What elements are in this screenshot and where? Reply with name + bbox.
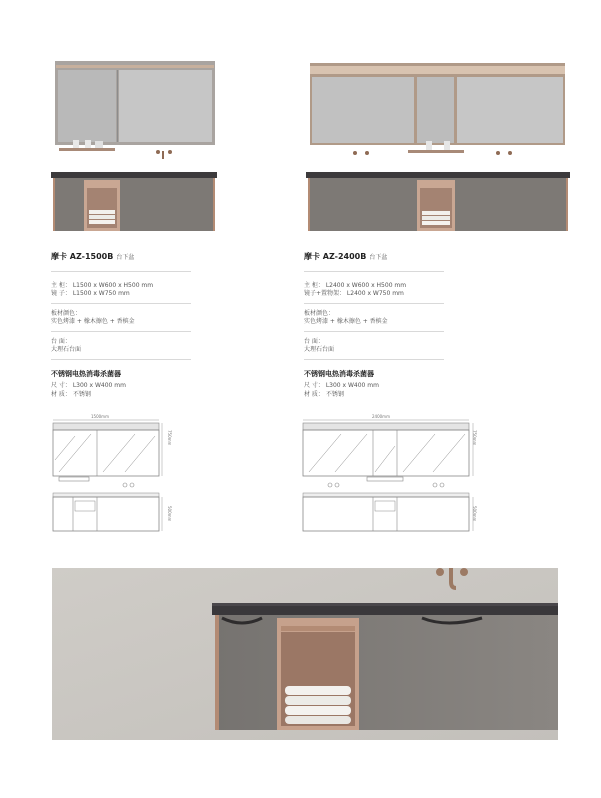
divider xyxy=(51,331,191,332)
dim-width-label: 2400mm xyxy=(372,414,390,419)
dim-height-label: 750mm xyxy=(167,430,172,446)
model-title-left xyxy=(51,251,134,262)
sterilizer-title: 不锈钢电热消毒杀菌器 xyxy=(51,370,121,378)
spec-mirror: 镜 子： L1500 x W750 mm xyxy=(51,290,130,297)
dim-depth-label: 500mm xyxy=(472,506,477,522)
model-subtitle: 台下盆 xyxy=(369,254,388,261)
sterilizer-material: 材 质： 不锈钢 xyxy=(304,391,344,398)
countertop-value: 大理石台面 xyxy=(51,346,82,353)
material-label: 板材颜色： xyxy=(304,310,335,317)
divider xyxy=(51,303,191,304)
product-image-left xyxy=(45,55,225,240)
technical-drawing-right xyxy=(295,410,490,535)
divider xyxy=(51,359,191,360)
dim-height-label: 750mm xyxy=(472,430,477,446)
spec-cabinet: 主 柜： L2400 x W600 x H500 mm xyxy=(304,282,407,289)
material-value: 实色烤漆 + 橡木擦色 + 香槟金 xyxy=(304,318,388,325)
dim-depth-label: 500mm xyxy=(167,506,172,522)
divider xyxy=(51,271,191,272)
sterilizer-size: 尺 寸： L300 x W400 mm xyxy=(304,382,379,389)
countertop-label: 台 面： xyxy=(304,338,324,345)
technical-drawing-left xyxy=(45,410,175,535)
material-value: 实色烤漆 + 橡木擦色 + 香槟金 xyxy=(51,318,135,325)
divider xyxy=(304,271,444,272)
divider xyxy=(304,359,444,360)
model-name: 摩卡 AZ-2400B xyxy=(304,252,367,261)
divider xyxy=(304,331,444,332)
countertop-label: 台 面： xyxy=(51,338,71,345)
dim-width-label: 1500mm xyxy=(91,414,109,419)
material-label: 板材颜色： xyxy=(51,310,82,317)
model-title-right xyxy=(304,251,387,262)
model-name: 摩卡 AZ-1500B xyxy=(51,252,114,261)
spec-mirror: 镜子+置物架： L2400 x W750 mm xyxy=(304,290,404,297)
sterilizer-size: 尺 寸： L300 x W400 mm xyxy=(51,382,126,389)
product-image-right xyxy=(300,55,575,240)
divider xyxy=(304,303,444,304)
sterilizer-title: 不锈钢电热消毒杀菌器 xyxy=(304,370,374,378)
model-subtitle: 台下盆 xyxy=(116,254,135,261)
sterilizer-material: 材 质： 不锈钢 xyxy=(51,391,91,398)
countertop-value: 大理石台面 xyxy=(304,346,335,353)
detail-photo xyxy=(52,568,558,740)
spec-cabinet: 主 柜： L1500 x W600 x H500 mm xyxy=(51,282,154,289)
